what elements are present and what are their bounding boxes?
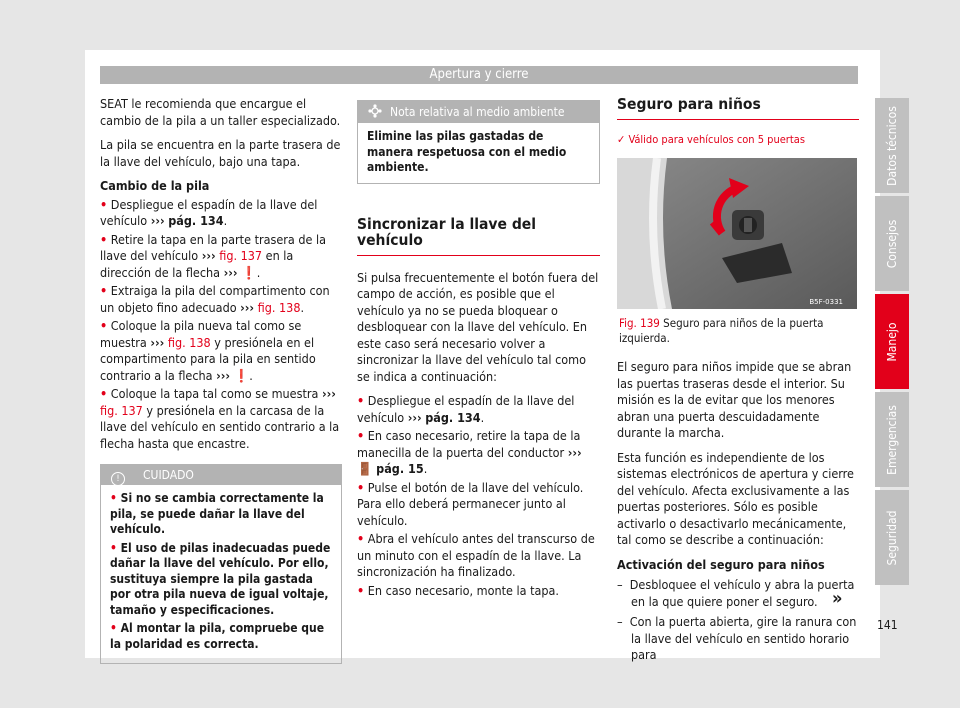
figure-caption: Fig. 139 Seguro para niños de la puerta izquierda. [619,316,824,345]
door-icon: 🚪 [357,461,373,476]
tab-seguridad[interactable]: Seguridad [875,490,909,585]
child-lock-paragraph-1: El seguro para niños impide que se abran las puertas traseras desde el interior. Su misión es la de evitar que los menores abran una puerta descuidadamente durante la marcha. [617,359,852,440]
section-title-seguro: Seguro para niños [617,96,859,120]
caution-item: • Si no se cambia correctamente la pila, se puede dañar la llave del vehículo. [110,491,324,536]
caution-box [100,464,342,664]
section-title-sincronizar: Sincronizar la llave del vehículo [357,216,600,256]
caution-item: • Al montar la pila, compruebe que la polaridad es correcta. [110,621,325,651]
subheading-cambio: Cambio de la pila [100,178,210,193]
figure-link[interactable]: fig. 137 [100,402,143,418]
caution-header: ! CUIDADO [101,465,341,485]
tab-datos-tecnicos[interactable]: Datos técnicos [875,98,909,193]
column-2 [357,100,600,601]
sync-paragraph: Si pulsa frecuentemente el botón fuera del campo de acción, es posible que el vehículo ya no se pueda bloquear o desbloquear con la llave del vehículo. En este caso será necesario volver a sincronizar la llave del vehículo tal como se indica a continuación: [357,269,599,384]
intro-paragraph-2: La pila se encuentra en la parte trasera de la llave del vehículo, bajo una tapa. [100,137,341,169]
tab-consejos[interactable]: Consejos [875,196,909,291]
list-item: • En caso necesario, retire la tapa de la manecilla de la puerta del conductor ››› 🚪 pág. 15. [357,428,582,476]
subheading-activacion: Activación del seguro para niños [617,556,825,572]
environment-note-box [357,100,600,184]
intro-paragraph-1: SEAT le recomienda que encargue el cambio de la pila a un taller especializado. [100,96,341,128]
figure-code: B5F-0331 [809,298,843,306]
warning-icon: ❗ [241,264,257,280]
page-link[interactable]: pág. 134 [425,409,481,425]
caution-item: • El uso de pilas inadecuadas puede dañar la llave del vehículo. Por ello, sustituya siempre la pila gastada por otra pila nueva de igual voltaje, tamaño y especificaciones. [110,540,331,617]
page-number: 141 [877,618,898,632]
column-3 [617,96,859,668]
list-item: • Coloque la tapa tal como se muestra ››› fig. 137 y presiónela en la carcasa de la llave del vehículo en sentido contrario a la flecha hasta que encastre. [100,386,340,451]
list-item: • Despliegue el espadín de la llave del vehículo ››› pág. 134. [357,393,575,425]
continue-arrow-icon: » [832,588,843,609]
figure-link[interactable]: fig. 137 [219,248,263,263]
caution-icon: ! [111,472,125,486]
list-item: • Pulse el botón de la llave del vehículo. Para ello deberá permanecer junto al vehículo. [357,479,584,528]
list-item: • Extraiga la pila del compartimento con un objeto fino adecuado ››› fig. 138. [100,283,330,315]
caution-body [101,485,341,663]
list-item: – Con la puerta abierta, gire la ranura con la llave del vehículo en sentido horario para [617,614,857,662]
environment-icon [368,104,382,118]
list-item: • Despliegue el espadín de la llave del vehículo ››› pág. 134. [100,196,318,228]
check-icon: ✓ [617,132,626,146]
figure-child-lock [617,158,857,309]
list-item: • En caso necesario, monte la tapa. [357,582,559,598]
validity-note: ✓ Válido para vehículos con 5 puertas [617,132,805,146]
list-item: • Abra el vehículo antes del transcurso de un minuto con el espadín de la llave. La sincronización ha finalizado. [357,531,595,579]
figure-link[interactable]: fig. 138 [167,334,211,350]
environment-note-body: Elimine las pilas gastadas de manera respetuosa con el medio ambiente. [367,129,567,174]
figure-link[interactable]: fig. 138 [257,299,301,315]
page-header: Apertura y cierre [100,66,858,84]
warning-icon: ❗ [233,367,250,383]
child-lock-paragraph-2: Esta función es independiente de los sistemas electrónicos de apertura y cierre del vehículo. Afecta exclusivamente a las puertas posteriores. Sólo es posible activarlo o desactivarlo mecánicamente, tal como se describe a continuación: [617,449,854,547]
list-item: • Coloque la pila nueva tal como se muestra ››› fig. 138 y presiónela en el compartimento para la pila en sentido contrario a la flecha ››› ❗. [100,318,316,383]
page-link[interactable]: pág. 15 [376,461,424,476]
side-tabs [875,98,909,588]
tab-emergencias[interactable]: Emergencias [875,392,909,487]
page-link[interactable]: pág. 134 [168,213,224,228]
list-item: • Retire la tapa en la parte trasera de la llave del vehículo ››› fig. 137 en la dirección de la flecha ››› ❗. [100,231,326,280]
column-1 [100,96,342,664]
list-item: – Desbloquee el vehículo y abra la puerta en la que quiere poner el seguro. [617,577,855,609]
tab-manejo[interactable]: Manejo [875,294,909,389]
environment-note-header: Nota relativa al medio ambiente [358,101,599,123]
child-lock-illustration [617,158,857,309]
